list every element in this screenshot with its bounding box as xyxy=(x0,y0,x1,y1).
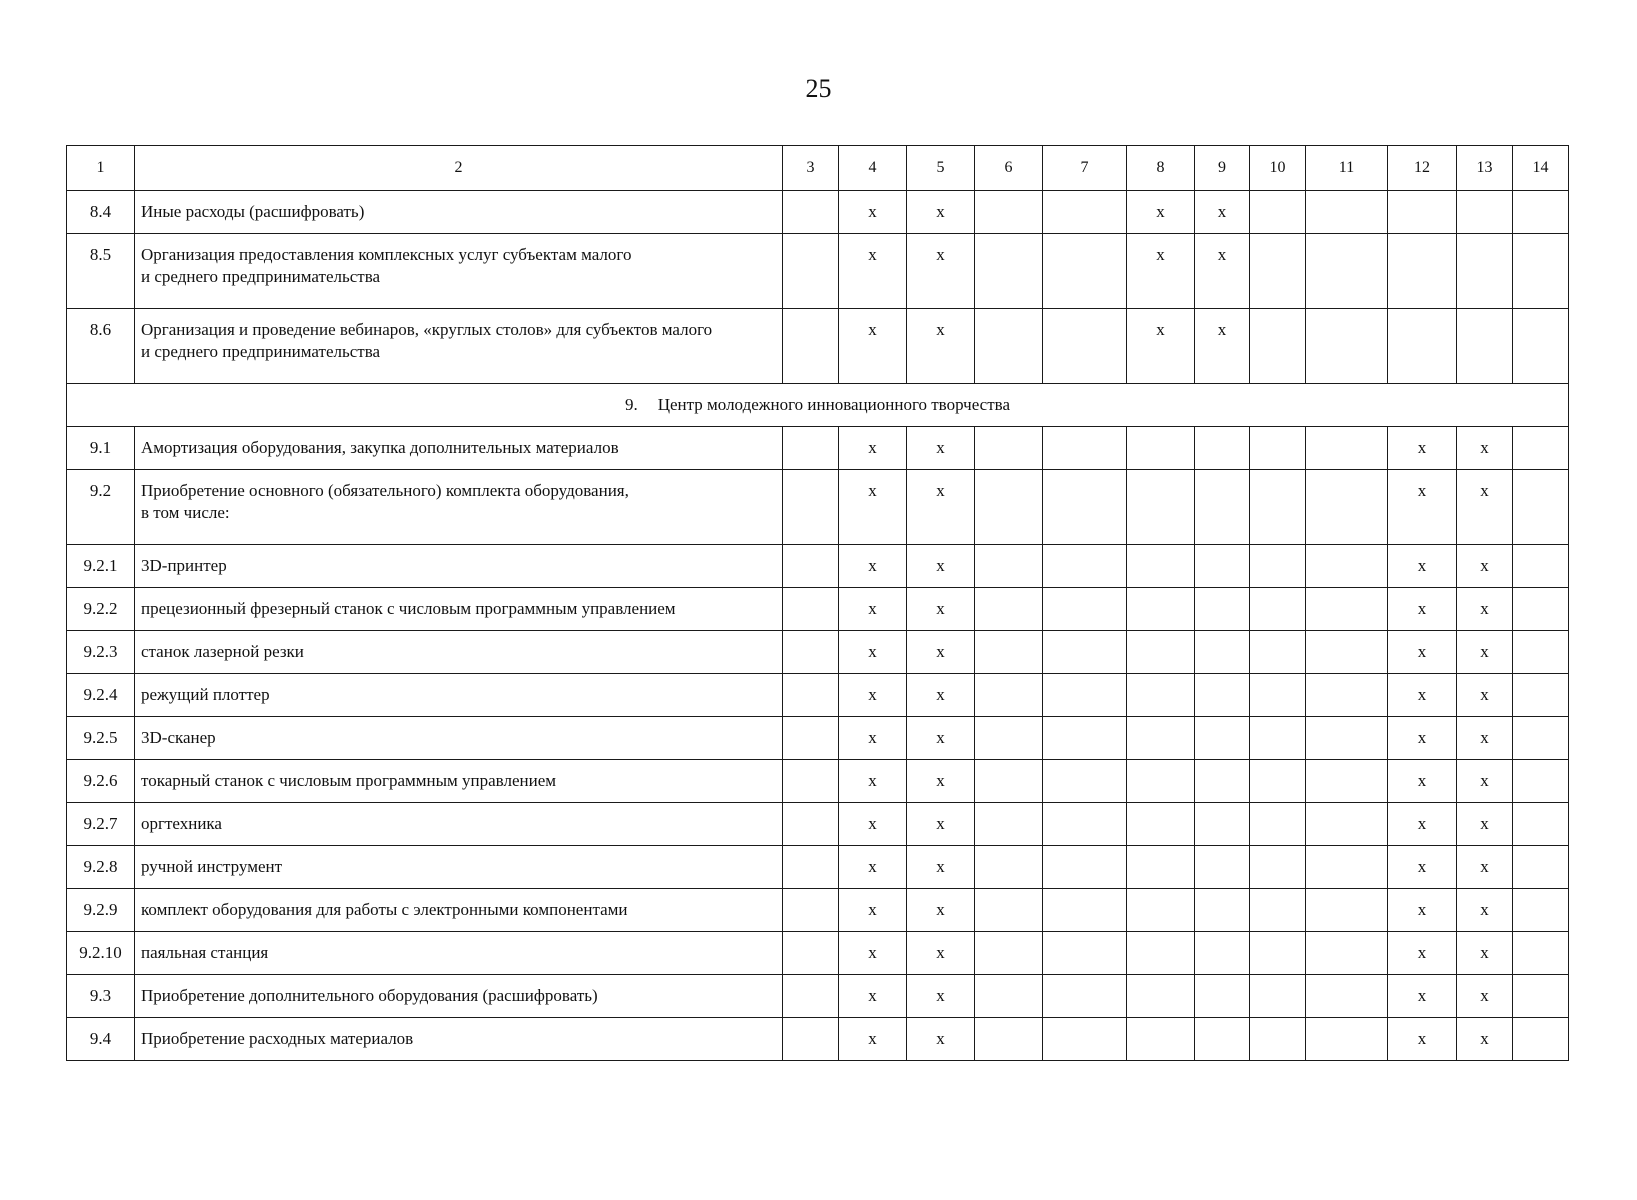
cell-empty-col-10 xyxy=(1250,470,1306,545)
cell-mark-col-5: x xyxy=(907,760,975,803)
column-number-6: 6 xyxy=(975,146,1043,191)
row-description: Амортизация оборудования, закупка дополнительных материалов xyxy=(135,427,783,470)
cell-empty-col-14 xyxy=(1513,975,1569,1018)
cell-empty-col-8 xyxy=(1127,932,1195,975)
row-number: 9.2.3 xyxy=(67,631,135,674)
cell-empty-col-14 xyxy=(1513,191,1569,234)
cell-empty-col-12 xyxy=(1388,309,1457,384)
cell-empty-col-6 xyxy=(975,309,1043,384)
cell-empty-col-3 xyxy=(783,889,839,932)
cell-mark-col-5: x xyxy=(907,932,975,975)
cell-empty-col-8 xyxy=(1127,760,1195,803)
row-description: Приобретение основного (обязательного) комплекта оборудования, в том числе: xyxy=(135,470,783,545)
row-number: 8.5 xyxy=(67,234,135,309)
row-number: 9.4 xyxy=(67,1018,135,1061)
row-description: оргтехника xyxy=(135,803,783,846)
table-row xyxy=(67,191,1569,234)
cell-empty-col-11 xyxy=(1306,889,1388,932)
column-number-4: 4 xyxy=(839,146,907,191)
cell-empty-col-6 xyxy=(975,975,1043,1018)
cell-empty-col-9 xyxy=(1195,932,1250,975)
cell-mark-col-12: x xyxy=(1388,674,1457,717)
table-row xyxy=(67,674,1569,717)
cell-mark-col-4: x xyxy=(839,470,907,545)
cell-empty-col-3 xyxy=(783,717,839,760)
cell-mark-col-4: x xyxy=(839,717,907,760)
cell-empty-col-8 xyxy=(1127,631,1195,674)
cell-mark-col-12: x xyxy=(1388,889,1457,932)
cell-empty-col-9 xyxy=(1195,760,1250,803)
row-description: паяльная станция xyxy=(135,932,783,975)
cell-empty-col-11 xyxy=(1306,588,1388,631)
cell-empty-col-3 xyxy=(783,760,839,803)
cell-empty-col-11 xyxy=(1306,545,1388,588)
cell-empty-col-6 xyxy=(975,889,1043,932)
cell-mark-col-4: x xyxy=(839,1018,907,1061)
table-row xyxy=(67,588,1569,631)
cell-empty-col-11 xyxy=(1306,760,1388,803)
cell-empty-col-12 xyxy=(1388,191,1457,234)
column-number-10: 10 xyxy=(1250,146,1306,191)
cell-mark-col-4: x xyxy=(839,975,907,1018)
row-description: Приобретение дополнительного оборудования (расшифровать) xyxy=(135,975,783,1018)
cell-mark-col-12: x xyxy=(1388,1018,1457,1061)
table-row xyxy=(67,631,1569,674)
cell-empty-col-12 xyxy=(1388,234,1457,309)
column-number-7: 7 xyxy=(1043,146,1127,191)
cell-mark-col-12: x xyxy=(1388,760,1457,803)
row-number: 9.2.1 xyxy=(67,545,135,588)
row-number: 9.2.5 xyxy=(67,717,135,760)
cell-mark-col-9: x xyxy=(1195,234,1250,309)
cell-empty-col-11 xyxy=(1306,717,1388,760)
row-description: 3D-сканер xyxy=(135,717,783,760)
cell-empty-col-6 xyxy=(975,932,1043,975)
column-number-row xyxy=(67,146,1569,191)
cell-empty-col-10 xyxy=(1250,545,1306,588)
table-row xyxy=(67,932,1569,975)
cell-mark-col-4: x xyxy=(839,191,907,234)
table-row xyxy=(67,717,1569,760)
table-row xyxy=(67,803,1569,846)
cell-empty-col-14 xyxy=(1513,309,1569,384)
cell-mark-col-12: x xyxy=(1388,975,1457,1018)
cell-empty-col-14 xyxy=(1513,1018,1569,1061)
cell-mark-col-4: x xyxy=(839,932,907,975)
cell-empty-col-14 xyxy=(1513,234,1569,309)
cell-empty-col-6 xyxy=(975,631,1043,674)
cell-empty-col-9 xyxy=(1195,674,1250,717)
cell-empty-col-10 xyxy=(1250,889,1306,932)
cell-empty-col-9 xyxy=(1195,717,1250,760)
table-row xyxy=(67,234,1569,309)
cell-mark-col-8: x xyxy=(1127,309,1195,384)
row-description: комплект оборудования для работы с электронными компонентами xyxy=(135,889,783,932)
row-description: Приобретение расходных материалов xyxy=(135,1018,783,1061)
cell-mark-col-13: x xyxy=(1457,717,1513,760)
row-description: Организация предоставления комплексных услуг субъектам малого и среднего предпринимательства xyxy=(135,234,783,309)
cell-mark-col-12: x xyxy=(1388,470,1457,545)
cell-empty-col-14 xyxy=(1513,846,1569,889)
cell-mark-col-12: x xyxy=(1388,932,1457,975)
cell-empty-col-3 xyxy=(783,975,839,1018)
row-number: 8.4 xyxy=(67,191,135,234)
cell-mark-col-4: x xyxy=(839,631,907,674)
section-heading xyxy=(67,384,1569,427)
cell-mark-col-5: x xyxy=(907,803,975,846)
table-row xyxy=(67,545,1569,588)
table-row xyxy=(67,309,1569,384)
table-row xyxy=(67,975,1569,1018)
cell-empty-col-6 xyxy=(975,760,1043,803)
cell-mark-col-13: x xyxy=(1457,631,1513,674)
cell-empty-col-9 xyxy=(1195,545,1250,588)
cell-empty-col-9 xyxy=(1195,889,1250,932)
cell-empty-col-8 xyxy=(1127,803,1195,846)
cell-empty-col-7 xyxy=(1043,427,1127,470)
cell-empty-col-6 xyxy=(975,846,1043,889)
cell-empty-col-13 xyxy=(1457,191,1513,234)
cell-empty-col-3 xyxy=(783,545,839,588)
cell-empty-col-7 xyxy=(1043,889,1127,932)
cell-empty-col-11 xyxy=(1306,234,1388,309)
cell-mark-col-13: x xyxy=(1457,427,1513,470)
column-number-13: 13 xyxy=(1457,146,1513,191)
cell-empty-col-14 xyxy=(1513,803,1569,846)
cell-mark-col-13: x xyxy=(1457,889,1513,932)
cell-empty-col-11 xyxy=(1306,427,1388,470)
section-number: 9. xyxy=(624,395,638,414)
cell-empty-col-7 xyxy=(1043,631,1127,674)
cell-mark-col-5: x xyxy=(907,717,975,760)
cell-empty-col-10 xyxy=(1250,191,1306,234)
cell-empty-col-10 xyxy=(1250,427,1306,470)
cell-mark-col-4: x xyxy=(839,846,907,889)
cell-empty-col-14 xyxy=(1513,760,1569,803)
cell-empty-col-6 xyxy=(975,717,1043,760)
cell-empty-col-6 xyxy=(975,234,1043,309)
cell-empty-col-10 xyxy=(1250,674,1306,717)
cell-mark-col-12: x xyxy=(1388,427,1457,470)
column-number-14: 14 xyxy=(1513,146,1569,191)
cell-empty-col-9 xyxy=(1195,1018,1250,1061)
cell-empty-col-3 xyxy=(783,427,839,470)
table-row xyxy=(67,760,1569,803)
cell-mark-col-13: x xyxy=(1457,470,1513,545)
cell-mark-col-12: x xyxy=(1388,846,1457,889)
cell-empty-col-8 xyxy=(1127,846,1195,889)
cell-empty-col-7 xyxy=(1043,470,1127,545)
cell-empty-col-8 xyxy=(1127,1018,1195,1061)
cell-mark-col-13: x xyxy=(1457,760,1513,803)
cell-empty-col-10 xyxy=(1250,846,1306,889)
cell-empty-col-9 xyxy=(1195,588,1250,631)
cell-empty-col-6 xyxy=(975,191,1043,234)
cell-empty-col-6 xyxy=(975,674,1043,717)
cell-empty-col-3 xyxy=(783,588,839,631)
cell-empty-col-10 xyxy=(1250,234,1306,309)
cell-mark-col-5: x xyxy=(907,191,975,234)
cell-empty-col-11 xyxy=(1306,309,1388,384)
cell-empty-col-8 xyxy=(1127,975,1195,1018)
cell-empty-col-14 xyxy=(1513,932,1569,975)
cell-mark-col-5: x xyxy=(907,975,975,1018)
cell-empty-col-10 xyxy=(1250,588,1306,631)
cell-mark-col-4: x xyxy=(839,427,907,470)
cell-empty-col-11 xyxy=(1306,803,1388,846)
cell-empty-col-10 xyxy=(1250,803,1306,846)
column-number-5: 5 xyxy=(907,146,975,191)
cell-empty-col-7 xyxy=(1043,717,1127,760)
cell-empty-col-7 xyxy=(1043,234,1127,309)
cell-mark-col-12: x xyxy=(1388,588,1457,631)
cell-empty-col-6 xyxy=(975,427,1043,470)
column-number-11: 11 xyxy=(1306,146,1388,191)
cell-empty-col-11 xyxy=(1306,470,1388,545)
cell-mark-col-12: x xyxy=(1388,631,1457,674)
cell-empty-col-3 xyxy=(783,932,839,975)
cell-empty-col-6 xyxy=(975,588,1043,631)
table-row xyxy=(67,1018,1569,1061)
column-number-9: 9 xyxy=(1195,146,1250,191)
cell-empty-col-7 xyxy=(1043,674,1127,717)
cell-empty-col-10 xyxy=(1250,309,1306,384)
cell-mark-col-13: x xyxy=(1457,545,1513,588)
cell-mark-col-13: x xyxy=(1457,975,1513,1018)
cell-empty-col-11 xyxy=(1306,1018,1388,1061)
row-number: 8.6 xyxy=(67,309,135,384)
cell-mark-col-12: x xyxy=(1388,717,1457,760)
cell-mark-col-5: x xyxy=(907,427,975,470)
cell-empty-col-14 xyxy=(1513,717,1569,760)
cell-empty-col-11 xyxy=(1306,975,1388,1018)
cell-mark-col-8: x xyxy=(1127,234,1195,309)
cell-empty-col-13 xyxy=(1457,309,1513,384)
cell-mark-col-13: x xyxy=(1457,674,1513,717)
cell-empty-col-7 xyxy=(1043,1018,1127,1061)
cell-mark-col-4: x xyxy=(839,674,907,717)
cell-empty-col-11 xyxy=(1306,674,1388,717)
cell-mark-col-12: x xyxy=(1388,803,1457,846)
cell-empty-col-6 xyxy=(975,803,1043,846)
cell-empty-col-10 xyxy=(1250,932,1306,975)
cell-empty-col-14 xyxy=(1513,674,1569,717)
cell-empty-col-7 xyxy=(1043,760,1127,803)
cell-mark-col-5: x xyxy=(907,631,975,674)
row-description: 3D-принтер xyxy=(135,545,783,588)
cell-mark-col-5: x xyxy=(907,234,975,309)
cell-empty-col-8 xyxy=(1127,717,1195,760)
cell-mark-col-8: x xyxy=(1127,191,1195,234)
cell-empty-col-8 xyxy=(1127,470,1195,545)
row-description: прецезионный фрезерный станок с числовым программным управлением xyxy=(135,588,783,631)
cell-empty-col-10 xyxy=(1250,975,1306,1018)
row-number: 9.2.9 xyxy=(67,889,135,932)
page-number: 25 xyxy=(805,74,832,103)
cell-empty-col-8 xyxy=(1127,545,1195,588)
row-number: 9.2.6 xyxy=(67,760,135,803)
cell-empty-col-3 xyxy=(783,631,839,674)
data-table xyxy=(66,145,1569,1061)
cell-empty-col-9 xyxy=(1195,470,1250,545)
cell-empty-col-9 xyxy=(1195,427,1250,470)
column-number-2: 2 xyxy=(135,146,783,191)
cell-mark-col-13: x xyxy=(1457,1018,1513,1061)
cell-mark-col-4: x xyxy=(839,889,907,932)
cell-empty-col-11 xyxy=(1306,932,1388,975)
cell-empty-col-14 xyxy=(1513,588,1569,631)
section-title: Центр молодежного инновационного творчества xyxy=(657,395,1010,414)
cell-empty-col-3 xyxy=(783,803,839,846)
cell-empty-col-7 xyxy=(1043,932,1127,975)
cell-empty-col-3 xyxy=(783,846,839,889)
cell-empty-col-3 xyxy=(783,674,839,717)
cell-mark-col-5: x xyxy=(907,545,975,588)
cell-mark-col-5: x xyxy=(907,309,975,384)
cell-mark-col-5: x xyxy=(907,1018,975,1061)
cell-empty-col-11 xyxy=(1306,191,1388,234)
table-row xyxy=(67,470,1569,545)
cell-empty-col-7 xyxy=(1043,846,1127,889)
cell-empty-col-8 xyxy=(1127,588,1195,631)
cell-empty-col-3 xyxy=(783,309,839,384)
row-number: 9.2 xyxy=(67,470,135,545)
cell-mark-col-4: x xyxy=(839,760,907,803)
cell-empty-col-13 xyxy=(1457,234,1513,309)
column-number-1: 1 xyxy=(67,146,135,191)
row-number: 9.2.4 xyxy=(67,674,135,717)
cell-mark-col-13: x xyxy=(1457,846,1513,889)
row-description: режущий плоттер xyxy=(135,674,783,717)
row-number: 9.2.10 xyxy=(67,932,135,975)
column-number-12: 12 xyxy=(1388,146,1457,191)
cell-mark-col-4: x xyxy=(839,588,907,631)
cell-empty-col-9 xyxy=(1195,803,1250,846)
table-row xyxy=(67,889,1569,932)
row-number: 9.2.7 xyxy=(67,803,135,846)
cell-empty-col-11 xyxy=(1306,846,1388,889)
cell-mark-col-12: x xyxy=(1388,545,1457,588)
cell-empty-col-9 xyxy=(1195,631,1250,674)
cell-empty-col-6 xyxy=(975,545,1043,588)
cell-mark-col-5: x xyxy=(907,470,975,545)
row-description: Организация и проведение вебинаров, «круглых столов» для субъектов малого и среднего предпринимательства xyxy=(135,309,783,384)
cell-mark-col-5: x xyxy=(907,674,975,717)
column-number-8: 8 xyxy=(1127,146,1195,191)
cell-mark-col-4: x xyxy=(839,309,907,384)
cell-empty-col-14 xyxy=(1513,889,1569,932)
cell-mark-col-5: x xyxy=(907,889,975,932)
cell-mark-col-4: x xyxy=(839,234,907,309)
cell-empty-col-9 xyxy=(1195,975,1250,1018)
cell-empty-col-3 xyxy=(783,191,839,234)
row-description: Иные расходы (расшифровать) xyxy=(135,191,783,234)
cell-empty-col-6 xyxy=(975,470,1043,545)
column-number-3: 3 xyxy=(783,146,839,191)
cell-empty-col-7 xyxy=(1043,545,1127,588)
table-body xyxy=(67,146,1569,1061)
cell-empty-col-3 xyxy=(783,470,839,545)
row-description: токарный станок с числовым программным управлением xyxy=(135,760,783,803)
cell-empty-col-7 xyxy=(1043,588,1127,631)
cell-empty-col-10 xyxy=(1250,760,1306,803)
cell-empty-col-3 xyxy=(783,1018,839,1061)
row-number: 9.2.2 xyxy=(67,588,135,631)
cell-empty-col-11 xyxy=(1306,631,1388,674)
row-number: 9.2.8 xyxy=(67,846,135,889)
cell-mark-col-13: x xyxy=(1457,932,1513,975)
row-number: 9.3 xyxy=(67,975,135,1018)
cell-mark-col-9: x xyxy=(1195,309,1250,384)
table-row xyxy=(67,846,1569,889)
cell-empty-col-7 xyxy=(1043,191,1127,234)
cell-mark-col-4: x xyxy=(839,803,907,846)
cell-empty-col-8 xyxy=(1127,674,1195,717)
cell-empty-col-7 xyxy=(1043,975,1127,1018)
cell-mark-col-5: x xyxy=(907,846,975,889)
cell-empty-col-3 xyxy=(783,234,839,309)
row-number: 9.1 xyxy=(67,427,135,470)
cell-mark-col-4: x xyxy=(839,545,907,588)
cell-empty-col-8 xyxy=(1127,427,1195,470)
cell-mark-col-5: x xyxy=(907,588,975,631)
cell-empty-col-14 xyxy=(1513,545,1569,588)
cell-empty-col-7 xyxy=(1043,309,1127,384)
cell-empty-col-9 xyxy=(1195,846,1250,889)
section-heading-row xyxy=(67,384,1569,427)
row-description: ручной инструмент xyxy=(135,846,783,889)
cell-empty-col-7 xyxy=(1043,803,1127,846)
cell-empty-col-8 xyxy=(1127,889,1195,932)
cell-empty-col-10 xyxy=(1250,1018,1306,1061)
cell-empty-col-14 xyxy=(1513,427,1569,470)
table-row xyxy=(67,427,1569,470)
cell-mark-col-13: x xyxy=(1457,803,1513,846)
cell-empty-col-14 xyxy=(1513,631,1569,674)
cell-mark-col-9: x xyxy=(1195,191,1250,234)
cell-empty-col-14 xyxy=(1513,470,1569,545)
cell-empty-col-6 xyxy=(975,1018,1043,1061)
row-description: станок лазерной резки xyxy=(135,631,783,674)
cell-empty-col-10 xyxy=(1250,717,1306,760)
cell-mark-col-13: x xyxy=(1457,588,1513,631)
cell-empty-col-10 xyxy=(1250,631,1306,674)
